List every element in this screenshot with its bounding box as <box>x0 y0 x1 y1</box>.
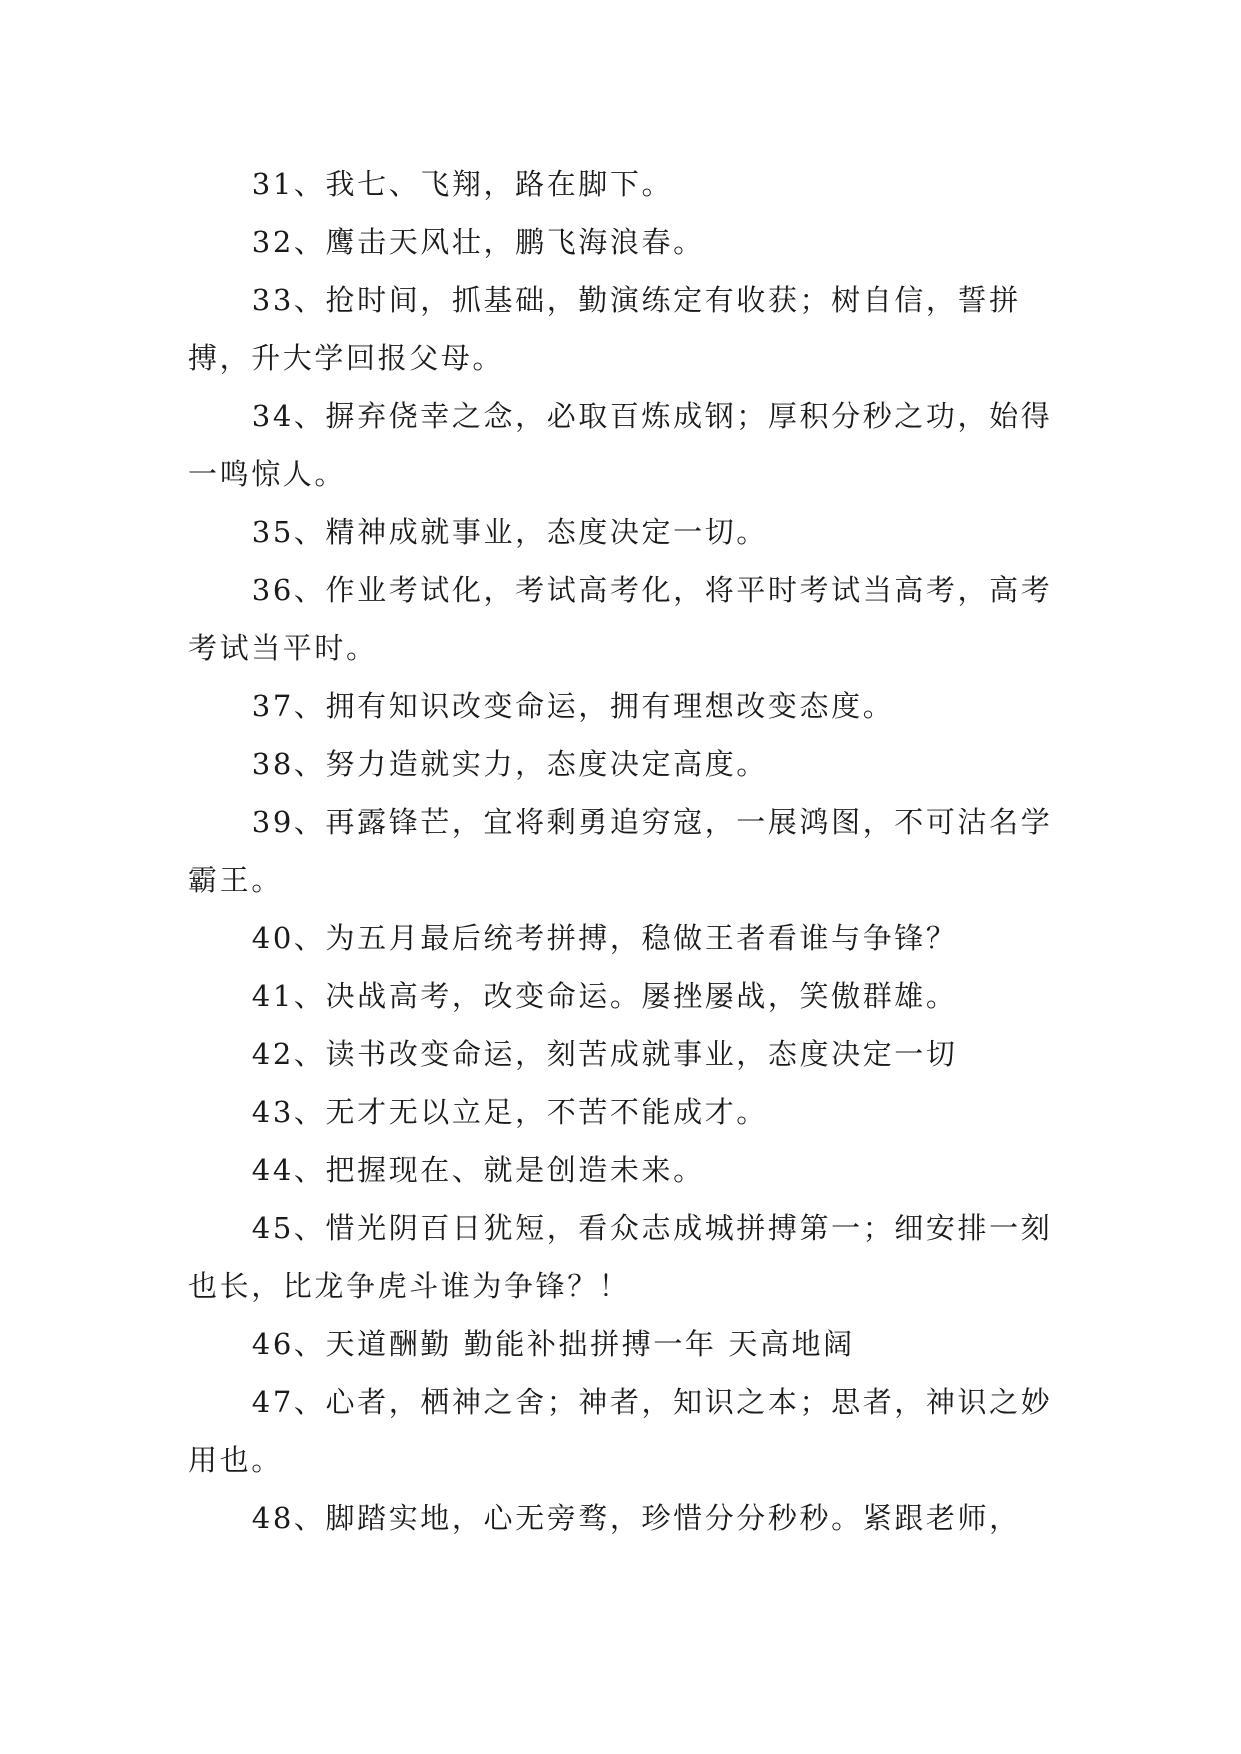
paragraph-37: 37、拥有知识改变命运，拥有理想改变态度。 <box>251 689 895 723</box>
paragraph-32: 32、鹰击天风壮，鹏飞海浪春。 <box>251 225 705 259</box>
paragraph-48: 48、脚踏实地，心无旁骛，珍惜分分秒秒。紧跟老师， <box>251 1501 1021 1535</box>
paragraph-46: 46、天道酬勤 勤能补拙拼搏一年 天高地阔 <box>251 1327 855 1361</box>
paragraph-40: 40、为五月最后统考拼搏，稳做王者看谁与争锋？ <box>251 921 958 955</box>
paragraph-41: 41、决战高考，改变命运。屡挫屡战，笑傲群雄。 <box>251 979 958 1013</box>
paragraph-47: 47、心者，栖神之舍；神者，知识之本；思者，神识之妙用也。 <box>188 1385 1053 1477</box>
paragraph-38: 38、努力造就实力，态度决定高度。 <box>251 747 768 781</box>
paragraph-39: 39、再露锋芒，宜将剩勇追穷寇，一展鸿图，不可沽名学霸王。 <box>188 805 1053 897</box>
paragraph-45: 45、惜光阴百日犹短，看众志成城拼搏第一；细安排一刻也长，比龙争虎斗谁为争锋？！ <box>188 1211 1053 1303</box>
paragraph-44: 44、把握现在、就是创造未来。 <box>251 1153 705 1187</box>
paragraph-33: 33、抢时间，抓基础，勤演练定有收获；树自信，誓拼搏，升大学回报父母。 <box>188 283 1021 375</box>
paragraph-43: 43、无才无以立足，不苦不能成才。 <box>251 1095 768 1129</box>
paragraph-42: 42、读书改变命运，刻苦成就事业，态度决定一切 <box>251 1037 958 1071</box>
document-body <box>188 155 1058 1547</box>
paragraph-31: 31、我七、飞翔，路在脚下。 <box>251 167 674 201</box>
paragraph-34: 34、摒弃侥幸之念，必取百炼成钢；厚积分秒之功，始得一鸣惊人。 <box>188 399 1053 491</box>
paragraph-36: 36、作业考试化，考试高考化，将平时考试当高考，高考考试当平时。 <box>188 573 1053 665</box>
paragraph-35: 35、精神成就事业，态度决定一切。 <box>251 515 768 549</box>
